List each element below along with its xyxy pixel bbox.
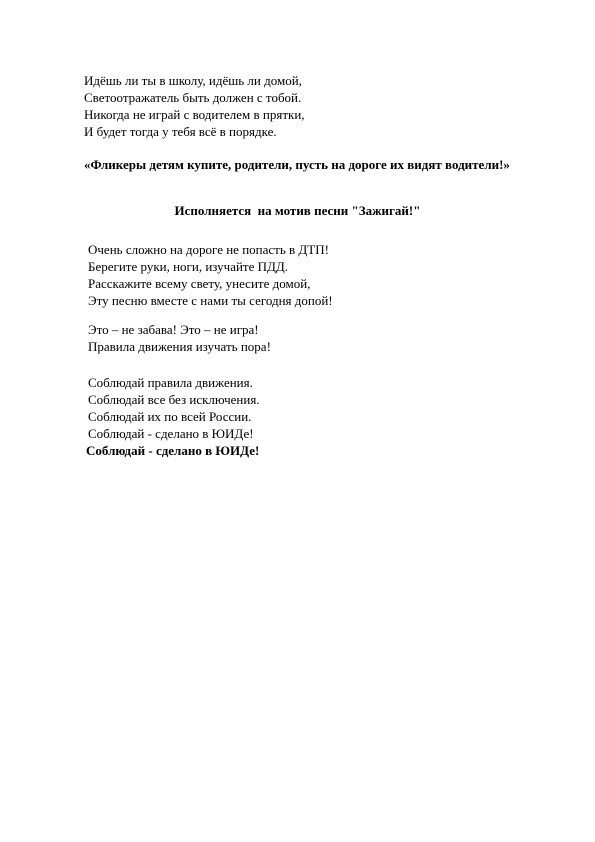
verse-line-bold: Соблюдай - сделано в ЮИДе! (86, 443, 260, 458)
intro-line: Идёшь ли ты в школу, идёшь ли домой, (84, 73, 302, 88)
intro-line: Светоотражатель быть должен с тобой. (84, 90, 302, 105)
verse-line: Соблюдай правила движения. (88, 375, 253, 390)
song-verse-1 (88, 241, 333, 309)
intro-line: И будет тогда у тебя всё в порядке. (84, 124, 277, 139)
verse-line: Эту песню вместе с нами ты сегодня допой! (88, 293, 333, 308)
slogan: «Фликеры детям купите, родители, пусть на дороге их видят водители!» (84, 157, 510, 172)
verse-line: Правила движения изучать пора! (88, 339, 271, 354)
song-verse-2 (88, 321, 271, 355)
intro-poem (84, 72, 305, 140)
verse-line: Расскажите всему свету, унесите домой, (88, 276, 311, 291)
song-heading: Исполняется на мотив песни "Зажигай!" (174, 203, 421, 218)
verse-line: Соблюдай все без исключения. (88, 392, 260, 407)
verse-line: Это – не забава! Это – не игра! (88, 322, 259, 337)
verse-line: Соблюдай их по всей России. (88, 409, 252, 424)
intro-line: Никогда не играй с водителем в прятки, (84, 107, 305, 122)
verse-line: Соблюдай - сделано в ЮИДе! (88, 426, 254, 441)
verse-line: Берегите руки, ноги, изучайте ПДД. (88, 259, 289, 274)
verse-line: Очень сложно на дороге не попасть в ДТП! (88, 242, 329, 257)
song-verse-3 (88, 374, 260, 459)
